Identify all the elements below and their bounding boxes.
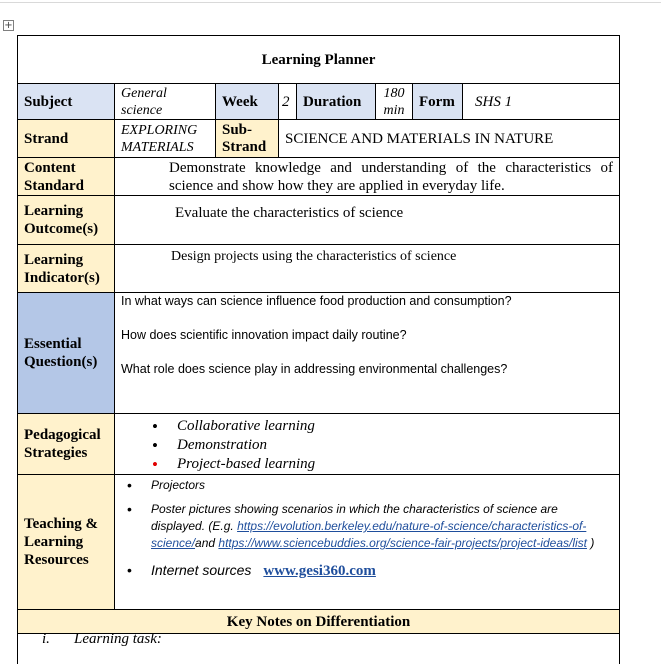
- learning-indicator-label: Learning Indicator(s): [18, 245, 115, 293]
- table-move-handle-icon[interactable]: +: [4, 20, 13, 31]
- resource-item-internet: [151, 562, 613, 580]
- page-top-border: [0, 2, 661, 3]
- resource-close-paren: ): [590, 536, 595, 550]
- strategy-item: • Project-based learning: [177, 455, 613, 474]
- content-standard-value: Demonstrate knowledge and understanding of the characteristics of science and show how they are applied in everyday life.: [115, 158, 620, 196]
- week-label: Week: [216, 84, 279, 120]
- learning-planner-table: [17, 35, 620, 664]
- pedagogical-strategies-list: [115, 414, 620, 475]
- subject-label: Subject: [18, 84, 115, 120]
- form-value: SHS 1: [463, 84, 620, 120]
- essential-question-1: In what ways can science influence food production and consumption?: [121, 294, 512, 308]
- berkeley-link[interactable]: https://evolution.berkeley.edu/nature-of-science/characteristics-of-science/: [151, 519, 587, 550]
- learning-indicator-value: Design projects using the characteristics of science: [115, 245, 620, 293]
- resource-item-projectors: • Projectors: [151, 477, 613, 494]
- sub-strand-label: Sub-Strand: [216, 120, 279, 158]
- sub-strand-value: SCIENCE AND MATERIALS IN NATURE: [279, 120, 620, 158]
- resources-list: [115, 475, 620, 610]
- essential-question-3: What role does science play in addressing environmental challenges?: [121, 362, 508, 376]
- learning-task: [42, 631, 162, 648]
- resource-and-text: and: [195, 536, 216, 550]
- resource-item-posters: [151, 501, 613, 552]
- pedagogical-strategies-label: Pedagogical Strategies: [18, 414, 115, 475]
- form-label: Form: [413, 84, 463, 120]
- duration-label: Duration: [297, 84, 376, 120]
- key-notes-heading: Key Notes on Differentiation: [18, 610, 620, 634]
- sciencebuddies-link[interactable]: https://www.sciencebuddies.org/science-fair-projects/project-ideas/list: [218, 536, 588, 550]
- duration-value: 180 min: [376, 84, 413, 120]
- essential-questions-list: [115, 293, 620, 414]
- strand-value: EXPLORING MATERIALS: [115, 120, 216, 158]
- learning-outcome-label: Learning Outcome(s): [18, 196, 115, 245]
- learning-outcome-value: Evaluate the characteristics of science: [115, 196, 620, 245]
- content-standard-label: Content Standard: [18, 158, 115, 196]
- week-value: 2: [279, 84, 297, 120]
- gesi-website-link[interactable]: www.gesi360.com: [263, 563, 376, 579]
- resources-label: Teaching & Learning Resources: [18, 475, 115, 610]
- essential-questions-label: Essential Question(s): [18, 293, 115, 414]
- subject-value: General science: [115, 84, 216, 120]
- strategy-item: • Collaborative learning: [177, 417, 613, 436]
- task-number: i.: [42, 631, 50, 647]
- strategy-item: • Demonstration: [177, 436, 613, 455]
- internet-sources-text: Internet sources: [151, 562, 252, 578]
- resource-posters-text: Poster pictures showing scenarios in which the characteristics of science are displayed. (E.g.: [151, 502, 558, 533]
- planner-title: Learning Planner: [18, 36, 620, 84]
- essential-question-2: How does scientific innovation impact daily routine?: [121, 328, 407, 342]
- strand-label: Strand: [18, 120, 115, 158]
- task-label: Learning task:: [74, 631, 162, 647]
